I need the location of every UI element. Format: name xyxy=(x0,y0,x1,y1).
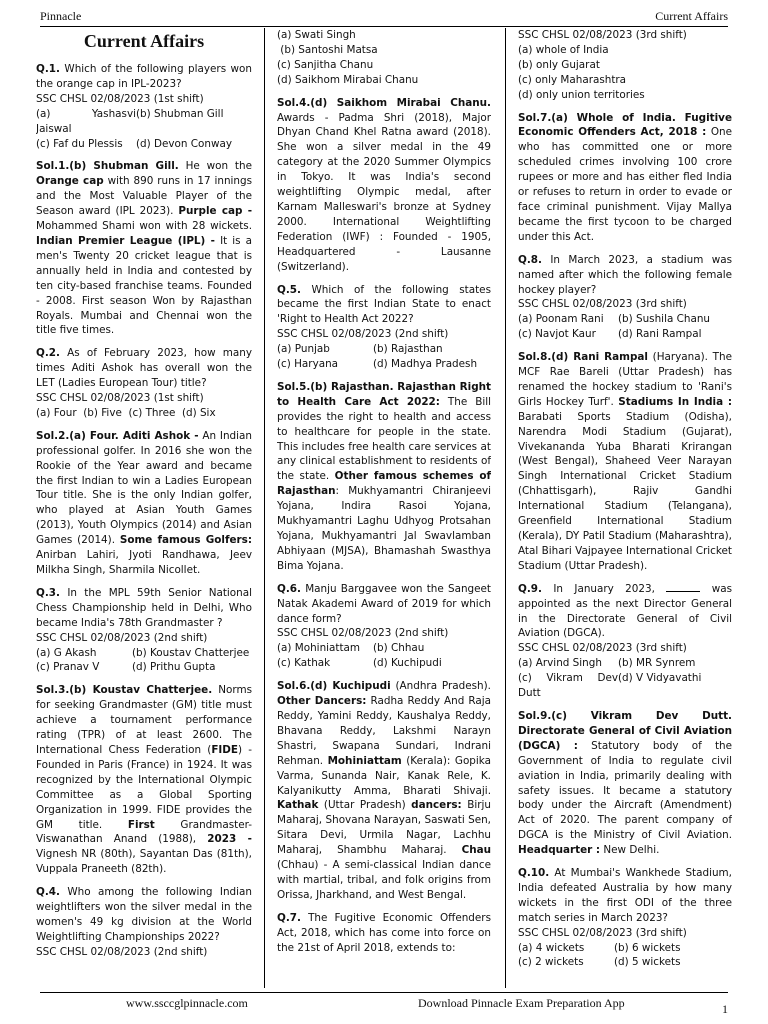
solution-8: Sol.8.(d) Rani Rampal (Haryana). The MCF Rae Bareli (Uttar Pradesh) has renamed the hockey stadium to 'Rani's Girls Hockey Turf'. Stadiums In India : Barabati Sports Stadium (Odisha), Narendra Modi Stadium (Gujarat), Vivekananda Yuba Bharati Krirangan (West Bengal), Shaheed Veer Narayan Singh International Cricket Stadium (Chhattisgarh), Rajiv Gandhi International Stadium (Telangana), Greenfield International Stadium (Kerala), DY Patil Stadium (Maharashtra), Atal Bihari Vajpayee International Cricket Stadium (Uttar Pradesh). xyxy=(518,351,732,572)
exam-source: SSC CHSL 02/08/2023 (2nd shift) xyxy=(36,945,208,958)
question-10: Q.10. At Mumbai's Wankhede Stadium, India defeated Australia by how many wickets in the first ODI of the three match series in March 2023? SSC CHSL 02/08/2023 (3rd shift) (a) 4 wickets (b) 6 wickets (c) 2 wickets (d) 5 wickets xyxy=(518,867,732,969)
question-2: Q.2. As of February 2023, how many times Aditi Ashok has overall won the LET (Ladies European Tour) title? SSC CHSL 02/08/2023 (1st shift) (a) Four (b) Five (c) Three (d) Six xyxy=(36,347,252,419)
solution-2: Sol.2.(a) Four. Aditi Ashok - An Indian professional golfer. In 2016 she won the Rookie of the Year award and became the first Indian to win a Ladies European Tour title. She is the only Indian golfer, who played at Asian Youth Games (2013), Youth Olympics (2014) and Asian Games (2014). Some famous Golfers: Anirban Lahiri, Jyoti Randhawa, Jeev Milkha Singh, Sharmila Nicollet. xyxy=(36,429,252,576)
options: (a) Four (b) Five (c) Three (d) Six xyxy=(36,406,216,419)
option: (c) Navjot Kaur xyxy=(518,328,596,341)
solution-4: Sol.4.(d) Saikhom Mirabai Chanu. Awards - Padma Shri (2018), Major Dhyan Chand Khel Ratna award (2018). She won a silver medal in the 49 category at the 2020 Summer Olympics in Tokyo. It was India's second weightlifting Olympic medal, after Karnam Malleswari's bronze at Sydney 2000. International Weightlifting Federation (IWF) : Founded - 1905, Headquartered - Lausanne (Switzerland). xyxy=(277,96,491,273)
question-4: Q.4. Who among the following Indian weightlifters won the silver medal in the women's 49 kg division at the World Weightlifting Championships 2022? SSC CHSL 02/08/2023 (2nd shift) xyxy=(36,886,252,958)
option: (b) Koustav Chatterjee xyxy=(132,646,250,659)
option: (a) Swati Singh xyxy=(277,29,356,41)
solution-7: Sol.7.(a) Whole of India. Fugitive Economic Offenders Act, 2018 : One who has committed one or more scheduled crimes involving 100 crore rupees or more and has either fled India or refuses to return in order to evade or face criminal punishment. Vijay Mallya became the first tycoon to be charged under this Act. xyxy=(518,111,732,243)
option: (c) Kathak xyxy=(277,657,331,670)
question-9: Q.9. In January 2023, was appointed as the next Director General in the Directorate General of Civil Aviation (DGCA). SSC CHSL 02/08/2023 (3rd shift) (a) Arvind Singh (b) MR Synrem (c) Vikram Dev Dutt (d) V Vidyavathi xyxy=(518,582,732,700)
option: (d) Devon Conway xyxy=(136,137,233,150)
exam-source: SSC CHSL 02/08/2023 (3rd shift) xyxy=(518,298,687,311)
footer-website[interactable]: www.ssccglpinnacle.com xyxy=(126,996,248,1010)
solution-1: Sol.1.(b) Shubman Gill. He won the Orange cap with 890 runs in 17 innings and the Most Valuable Player of the Season award (IPL 2023). Purple cap - Mohammed Shami won with 28 wickets. Indian Premier League (IPL) - It is a men's Twenty 20 cricket league that is annually held in India and contested by ten city-based franchise teams. Founded - 2008. First season Won by Rajasthan Royals. Mumbai and Chennai won the title five times. xyxy=(36,160,252,337)
option: (b) Chhau xyxy=(373,642,425,655)
option: (c) Pranav V xyxy=(36,661,100,674)
option: (b) Rajasthan xyxy=(373,343,443,356)
option: (d) 5 wickets xyxy=(614,956,681,969)
page-number: 1 xyxy=(722,1002,728,1016)
question-4-options xyxy=(277,28,491,88)
option: (b) MR Synrem xyxy=(618,657,696,670)
option: (a) Yashasvi Jaiswal xyxy=(36,107,136,135)
option: (b) Shubman Gill xyxy=(136,107,224,120)
option: (d) only union territories xyxy=(518,88,645,101)
option: (d) Kuchipudi xyxy=(373,657,442,670)
question-5: Q.5. Which of the following states became the first Indian State to enact 'Right to Health Act 2022? SSC CHSL 02/08/2023 (2nd shift) (a) Punjab (b) Rajasthan (c) Haryana (d) Madhya Pradesh xyxy=(277,283,491,371)
option: (c) Sanjitha Chanu xyxy=(277,58,374,71)
page-footer xyxy=(40,992,728,1018)
option: (c) Faf du Plessis xyxy=(36,137,123,150)
exam-source: SSC CHSL 02/08/2023 (2nd shift) xyxy=(277,328,449,341)
question-3: Q.3. In the MPL 59th Senior National Chess Championship held in Delhi, Who became India's 78th Grandmaster ? SSC CHSL 02/08/2023 (2nd shift) (a) G Akash (b) Koustav Chatterjee (c) Pranav V (d) Prithu Gupta xyxy=(36,586,252,674)
question-7: Q.7. The Fugitive Economic Offenders Act, 2018, which has come into force on the 21st of April 2018, extends to: xyxy=(277,911,491,954)
option: (d) Prithu Gupta xyxy=(132,661,216,674)
option: (c) 2 wickets xyxy=(518,956,584,969)
header-section: Current Affairs xyxy=(655,9,728,23)
exam-source: SSC CHSL 02/08/2023 (1st shift) xyxy=(36,92,204,105)
exam-source: SSC CHSL 02/08/2023 (2nd shift) xyxy=(277,627,449,640)
solution-6: Sol.6.(d) Kuchipudi (Andhra Pradesh). Other Dancers: Radha Reddy And Raja Reddy, Yamini Reddy, Kaushalya Reddy, Bhavana Reddy, Lakshmi Narayn Shastri, Swapana Sundari, Indrani Rehman. Mohiniattam (Kerala): Gopika Varma, Sunanda Nair, Kanak Rele, K. Kalyanikutty Amma, Bharati Shivaji. Kathak (Uttar Pradesh) dancers: Birju Maharaj, Shovana Narayan, Saswati Sen, Sitara Devi, Urmila Nagar, Lachhu Maharaj, Shambhu Maharaj. Chau (Chhau) - A semi-classical Indian dance with martial, tribal, and folk origins from Orissa, Jharkhand, and West Bengal. xyxy=(277,680,491,901)
column-divider xyxy=(264,28,265,988)
solution-3: Sol.3.(b) Koustav Chatterjee. Norms for seeking Grandmaster (GM) title must achieve a tournament performance rating (TPR) of at least 2600. The International Chess Federation (FIDE) - Founded in Paris (France) in 1924. It was recognized by the International Olympic Committee as a Global Sporting Organization in 1999. FIDE provides the GM title. First Grandmaster- Viswanathan Anand (1988), 2023 - Vignesh NR (80th), Sayantan Das (81th), Vuppala Praneeth (82th). xyxy=(36,684,252,876)
option: (d) Rani Rampal xyxy=(618,328,702,341)
option: (b) Sushila Chanu xyxy=(618,313,711,326)
option: (c) Vikram Dev Dutt xyxy=(518,672,618,700)
option: (a) Arvind Singh xyxy=(518,657,602,670)
exam-source: SSC CHSL 02/08/2023 (3rd shift) xyxy=(518,642,687,655)
exam-source: SSC CHSL 02/08/2023 (2nd shift) xyxy=(36,631,208,644)
footer-app-promo: Download Pinnacle Exam Preparation App xyxy=(418,996,625,1010)
solution-9: Sol.9.(c) Vikram Dev Dutt. Directorate General of Civil Aviation (DGCA) : Statutory body of the Government of India to regulate civil aviation in India, primarily dealing with safety issues. It became a statutory body under the Aircraft (Amendment) Act of 2020. The parent company of DGCA is the Ministry of Civil Aviation. Headquarter : New Delhi. xyxy=(518,709,732,857)
exam-source: SSC CHSL 02/08/2023 (1st shift) xyxy=(36,392,204,405)
option: (a) whole of India xyxy=(518,43,609,56)
question-1: Q.1. Which of the following players won the orange cap in IPL-2023? SSC CHSL 02/08/2023 (1st shift) (a) Yashasvi Jaiswal (b) Shubman Gill (c) Faf du Plessis (d) Devon Conway xyxy=(36,63,252,150)
option: (d) V Vidyavathi xyxy=(618,672,702,685)
exam-source: SSC CHSL 02/08/2023 (3rd shift) xyxy=(518,29,687,41)
option: (c) only Maharashtra xyxy=(518,73,627,86)
solution-5: Sol.5.(b) Rajasthan. Rajasthan Right to Health Care Act 2022: The Bill provides the right to health and access to healthcare for people in the state. This includes free health care services at any clinical establishment to residents of the state. Other famous schemes of Rajasthan: Mukhyamantri Chiranjeevi Yojana, Indira Rasoi Yojana, Mukhyamantri Laghu Udhyog Protsahan Yojana, Mukhyamantri Jal Swavlamban Abhiyaan (MJSA), Bhamashah Swasthya Bima Yojana. xyxy=(277,380,491,572)
option: (d) Saikhom Mirabai Chanu xyxy=(277,73,419,86)
column-1 xyxy=(36,28,252,988)
option: (b) Santoshi Matsa xyxy=(277,43,378,56)
question-8: Q.8. In March 2023, a stadium was named after which the following female hockey player? SSC CHSL 02/08/2023 (3rd shift) (a) Poonam Rani (b) Sushila Chanu (c) Navjot Kaur (d) Rani Rampal xyxy=(518,253,732,341)
option: (a) Punjab xyxy=(277,343,330,356)
answer-blank xyxy=(666,591,700,592)
option: (a) Poonam Rani xyxy=(518,313,604,326)
question-7-options xyxy=(518,28,732,103)
header-brand: Pinnacle xyxy=(40,9,82,23)
column-divider xyxy=(505,28,506,988)
option: (d) Madhya Pradesh xyxy=(373,358,478,371)
option: (b) only Gujarat xyxy=(518,58,600,71)
option: (c) Haryana xyxy=(277,358,339,371)
option: (a) G Akash xyxy=(36,646,97,659)
column-2 xyxy=(277,28,491,988)
page-title: Current Affairs xyxy=(83,31,205,51)
option: (a) Mohiniattam xyxy=(277,642,361,655)
column-3 xyxy=(518,28,732,988)
question-6: Q.6. Manju Barggavee won the Sangeet Natak Akademi Award of 2019 for which dance form? SSC CHSL 02/08/2023 (2nd shift) (a) Mohiniattam (b) Chhau (c) Kathak (d) Kuchipudi xyxy=(277,582,491,670)
option: (b) 6 wickets xyxy=(614,941,681,954)
footer-rule xyxy=(40,992,728,993)
page-header xyxy=(40,8,728,27)
exam-source: SSC CHSL 02/08/2023 (3rd shift) xyxy=(518,926,687,939)
option: (a) 4 wickets xyxy=(518,941,585,954)
